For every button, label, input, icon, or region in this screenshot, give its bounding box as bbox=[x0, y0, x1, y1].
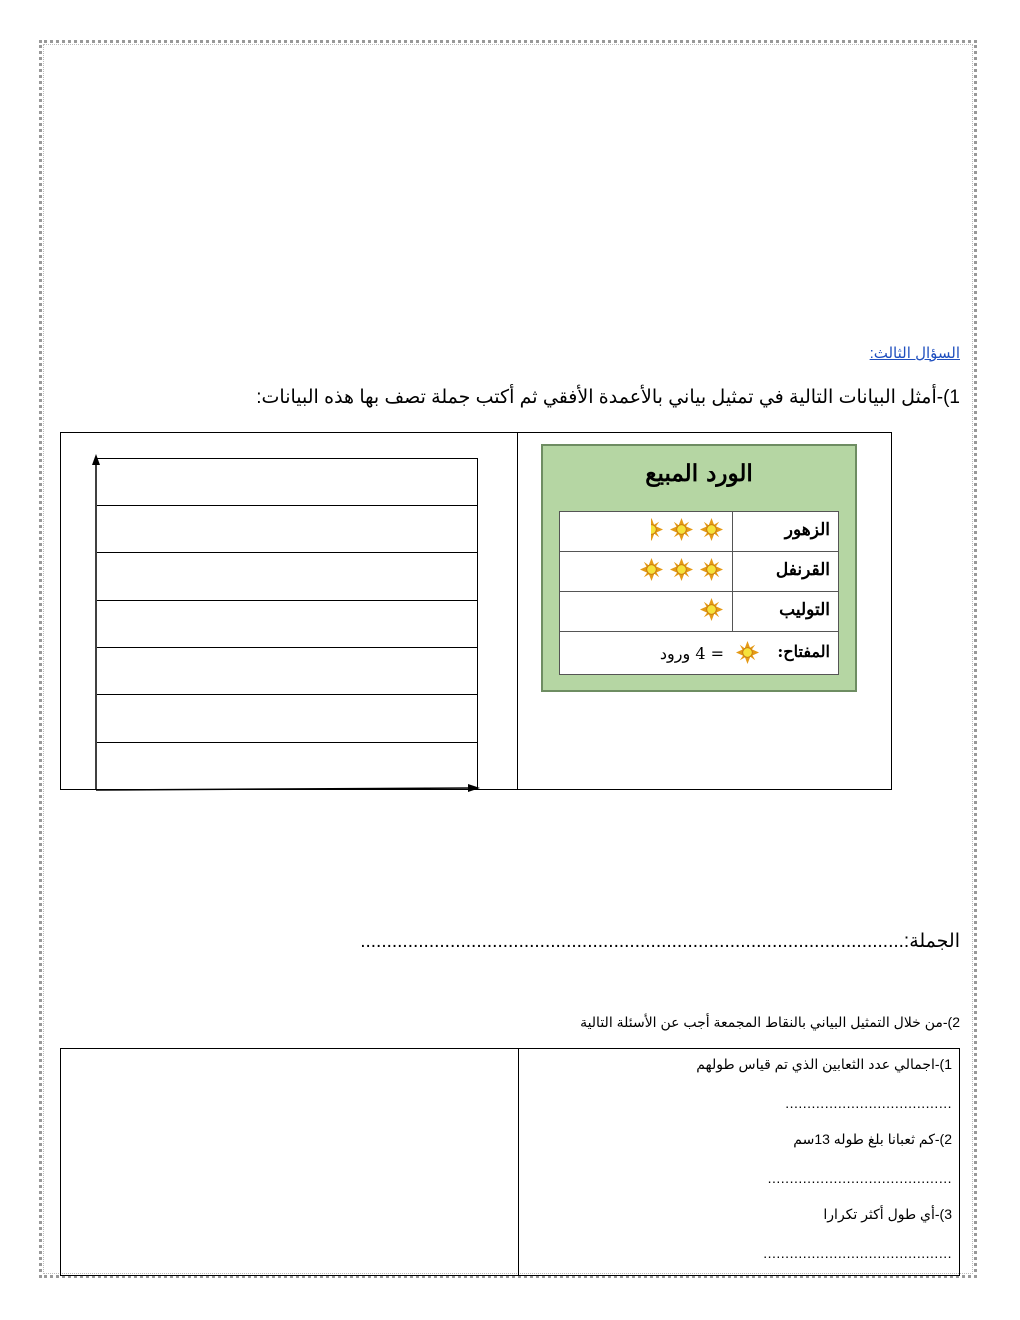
flower-icon bbox=[669, 517, 694, 542]
question-item: 2)-كم ثعبانا بلغ طوله 13سم bbox=[793, 1131, 952, 1147]
x-axis-arrow-icon bbox=[468, 784, 480, 792]
flower-icons bbox=[699, 597, 724, 622]
half-flower-icon bbox=[651, 517, 664, 542]
key-value: = 4 ورود bbox=[659, 644, 724, 663]
part-two-instruction: 2)-من خلال التمثيل البياني بالنقاط المجمعة أجب عن الأسئلة التالية bbox=[580, 1014, 960, 1030]
pictograph-key bbox=[560, 632, 838, 676]
key-flower-icon bbox=[735, 640, 760, 665]
answer-line[interactable]: .......................................... bbox=[767, 1170, 952, 1186]
flower-icon bbox=[699, 597, 724, 622]
y-axis-arrow-icon bbox=[92, 454, 100, 465]
row-label: الزهور bbox=[784, 520, 830, 540]
table-divider bbox=[518, 1049, 519, 1275]
pictograph-row bbox=[560, 552, 838, 592]
pictograph-image bbox=[541, 444, 857, 692]
question-three-heading: السؤال الثالث: bbox=[869, 345, 960, 362]
question-item: 3)-أي طول أكثر تكرارا bbox=[823, 1206, 952, 1222]
sentence-dots[interactable]: ....................................................................................................... bbox=[360, 931, 904, 952]
flower-icon bbox=[699, 557, 724, 582]
flower-icon bbox=[699, 517, 724, 542]
sentence-label: الجملة: bbox=[903, 931, 960, 952]
table-divider bbox=[517, 433, 518, 789]
questions-table bbox=[60, 1048, 960, 1276]
flower-icons bbox=[639, 557, 724, 582]
sentence-answer-line bbox=[360, 930, 960, 953]
row-label: القرنفل bbox=[775, 560, 830, 580]
part-one-instruction: 1)-أمثل البيانات التالية في تمثيل بياني بالأعمدة الأفقي ثم أكتب جملة تصف بها هذه البيانات: bbox=[256, 387, 960, 408]
pictograph-row bbox=[560, 512, 838, 552]
pictograph-table bbox=[559, 511, 839, 675]
flower-icon bbox=[639, 557, 664, 582]
flower-icons bbox=[651, 517, 724, 542]
pictograph-title: الورد المبيع bbox=[645, 460, 753, 487]
flower-icon bbox=[669, 557, 694, 582]
answer-line[interactable]: ........................................... bbox=[763, 1245, 952, 1261]
x-axis bbox=[96, 788, 474, 790]
row-label: التوليب bbox=[779, 600, 830, 620]
key-label: المفتاح: bbox=[777, 642, 830, 661]
question-item: 1)-اجمالي عدد الثعابين الذي تم قياس طولهم bbox=[696, 1056, 952, 1072]
pictograph-row bbox=[560, 592, 838, 632]
answer-line[interactable]: ...................................... bbox=[785, 1095, 952, 1111]
graph-axes bbox=[88, 452, 488, 797]
